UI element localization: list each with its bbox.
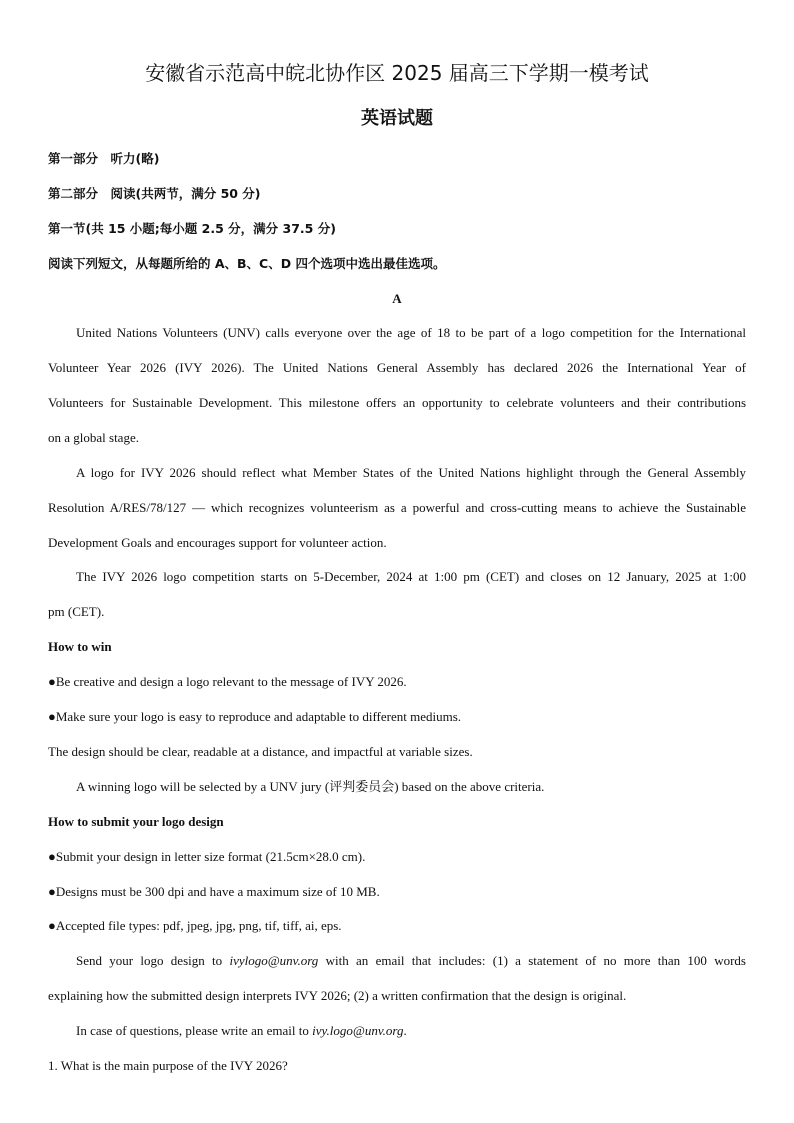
how-to-win-heading: How to win: [48, 639, 112, 654]
how-to-submit-heading: How to submit your logo design: [48, 814, 224, 829]
submit-bullet-1: ●Submit your design in letter size format (21.5cm×28.0 cm).: [48, 849, 366, 864]
section1-heading: 第一节(共 15 小题;每小题 2.5 分，满分 37.5 分): [48, 221, 336, 236]
questions-contact-line: [76, 1022, 746, 1040]
paragraph-2-line-3: Development Goals and encourages support for volunteer action.: [48, 535, 387, 550]
win-bullet-1: ●Be creative and design a logo relevant to the message of IVY 2026.: [48, 674, 407, 689]
exam-title: 安徽省示范高中皖北协作区 2025 届高三下学期一模考试: [145, 61, 649, 85]
send-line-2: explaining how the submitted design interprets IVY 2026; (2) a written confirmation that the design is original.: [48, 988, 627, 1003]
instruction-text: 阅读下列短文，从每题所给的 A、B、C、D 四个选项中选出最佳选项。: [48, 256, 446, 271]
paragraph-1-line-4: on a global stage.: [48, 430, 139, 445]
questions-email: ivy.logo@unv.org: [312, 1023, 404, 1038]
jury-line: A winning logo will be selected by a UNV jury (评判委员会) based on the above criteria.: [76, 779, 545, 794]
submit-bullet-2: ●Designs must be 300 dpi and have a maximum size of 10 MB.: [48, 884, 380, 899]
questions-text-before: In case of questions, please write an email to: [76, 1023, 313, 1038]
exam-subtitle: 英语试题: [361, 108, 433, 129]
paragraph-1-line-1: United Nations Volunteers (UNV) calls everyone over the age of 18 to be part of a logo competition for the International: [76, 325, 746, 340]
submit-bullet-3: ●Accepted file types: pdf, jpeg, jpg, png, tif, tiff, ai, eps.: [48, 918, 342, 933]
part2-heading: 第二部分 阅读(共两节，满分 50 分): [48, 186, 261, 201]
win-note: The design should be clear, readable at a distance, and impactful at variable sizes.: [48, 744, 473, 759]
question-1: 1. What is the main purpose of the IVY 2026?: [48, 1058, 288, 1073]
passage-label: A: [392, 291, 402, 306]
questions-text-after: .: [403, 1023, 407, 1038]
paragraph-1-line-3: Volunteers for Sustainable Development. This milestone offers an opportunity to celebrate volunteers and their contributions: [48, 395, 746, 410]
paragraph-3-line-2: pm (CET).: [48, 604, 105, 619]
paragraph-3-line-1: The IVY 2026 logo competition starts on 5-December, 2024 at 1:00 pm (CET) and closes on 12 January, 2025 at 1:00: [76, 569, 746, 584]
send-text-before: Send your logo design to: [76, 953, 230, 968]
win-bullet-2: ●Make sure your logo is easy to reproduce and adaptable to different mediums.: [48, 709, 462, 724]
paragraph-2-line-1: A logo for IVY 2026 should reflect what Member States of the United Nations highlight through the General Assembly: [76, 465, 746, 480]
submission-email: ivylogo@unv.org: [229, 953, 319, 968]
paragraph-1-line-2: Volunteer Year 2026 (IVY 2026). The United Nations General Assembly has declared 2026 the International Year of: [48, 360, 746, 375]
part1-heading: 第一部分 听力(略): [48, 151, 160, 166]
send-text-after: with an email that includes: (1) a statement of no more than 100 words: [318, 953, 746, 968]
paragraph-2-line-2: Resolution A/RES/78/127 — which recognizes volunteerism as a powerful and cross-cutting means to achieve the Sustainable: [48, 500, 746, 515]
send-line-1: [76, 952, 746, 970]
